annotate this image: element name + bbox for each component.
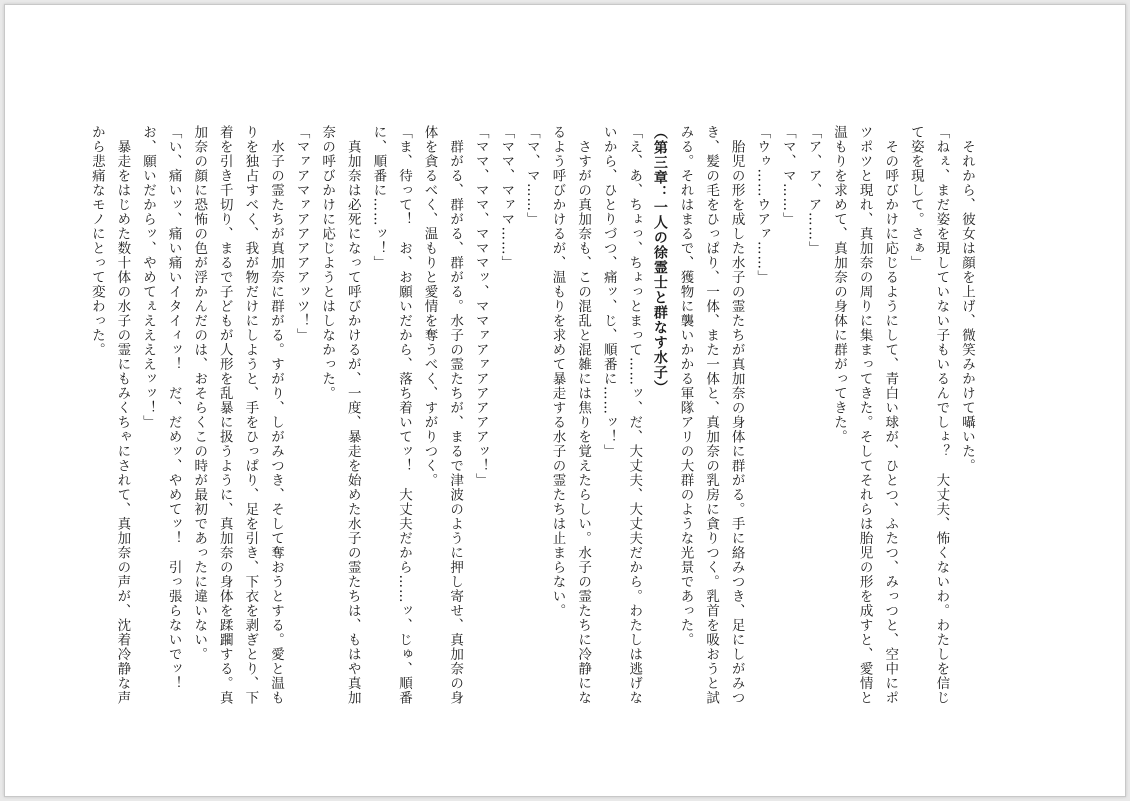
- vertical-text-body: [83, 125, 979, 705]
- paragraph-2: 「ねぇ、まだ姿を現していない子もいるんでしょ？ 大丈夫、怖くないわ。わたしを信じて姿を現して。さぁ」: [907, 125, 950, 705]
- paragraph-16: 真加奈は必死になって呼びかけるが、一度、暴走を始めた水子の霊たちは、もはや真加奈の呼びかけに応じようとはしなかった。: [319, 125, 361, 705]
- paragraph-4: 「ア、ア、ア……」: [805, 125, 822, 256]
- paragraph-17: 「マァアマァアアアアアッツ！」: [293, 125, 310, 343]
- paragraph-11: 「マ、マ……」: [523, 125, 540, 227]
- paragraph-7: 胎児の形を成した水子の霊たちが真加奈の身体に群がる。手に絡みつき、足にしがみつき、髪の毛をひっぱり、一体、また一体と、真加奈の乳房に貪りつく。乳首を吸おうと試みる。それはまるで、獲物に襲いかかる軍隊アリの大群のような光景であった。: [677, 125, 745, 705]
- document-page: [4, 4, 1126, 797]
- paragraph-13: 「ママ、ママ、マママッ、ママァアァアアアアアッ！」: [472, 125, 489, 488]
- paragraph-3: その呼びかけに応じるようにして、青白い球が、ひとつ、ふたつ、みっつと、空中にポツポツと現れ、真加奈の周りに集まってきた。そしてそれらは胎児の形を成すと、愛情と温もりを求めて、真加奈の身体に群がってきた。: [831, 125, 899, 705]
- paragraph-1: それから、彼女は顔を上げ、微笑みかけて囁いた。: [959, 125, 975, 473]
- paragraph-18: 水子の霊たちが真加奈に群がる。すがり、しがみつき、そして奪おうとする。愛と温もりを独占すべく、我が物だけにしようと、手をひっぱり、足を引き、下衣を剥ぎとり、下着を引き千切り、まるで子どもが人形を乱暴に扱うように、真加奈の身体を蹂躙する。真加奈の顔に恐怖の色が浮かんだのは、おそらくこの時が最初であったに違いない。: [191, 125, 284, 705]
- paragraph-5: 「マ、マ……」: [779, 125, 796, 227]
- paragraph-12: 「ママ、マァマ……」: [498, 125, 515, 270]
- paragraph-14: 群がる、群がる、群がる。水子の霊たちが、まるで津波のように押し寄せ、真加奈の身体を貪るべく、温もりと愛情を奪うべく、すがりつく。: [421, 125, 464, 705]
- paragraph-19: 「い、痛いッ、痛い痛いイタイィッ！ だ、だめッ、やめてッ！ 引っ張らないでッ！ お、願いだからッ、やめてぇええええッッ！」: [140, 125, 182, 705]
- paragraph-10: さすがの真加奈も、この混乱と混雑には焦りを覚えたらしい。水子の霊たちに冷静になるよう呼びかけるが、温もりを求めて暴走する水子の霊たちは止まらない。: [549, 125, 592, 705]
- chapter-heading: （第三章：一人の徐霊士と群なす水子）: [651, 125, 668, 395]
- paragraph-9: 「え、あ、ちょっ、ちょっとまって……ッ、だ、大丈夫、大丈夫だから。わたしは逃げないから、ひとりづつ、痛ッ、じ、順番に……ッ！」: [600, 125, 643, 705]
- paragraph-6: 「ウゥ……ウアァ……」: [754, 125, 771, 285]
- paragraph-20: 暴走をはじめた数十体の水子の霊にもみくちゃにされて、真加奈の声が、沈着冷静な声から悲痛なモノにとって変わった。: [88, 125, 131, 705]
- paragraph-15: 「ま、待って！ お、お願いだから、落ち着いてッ！ 大丈夫だから……ッ、じゅ、順番に、順番に……ッ！」: [370, 125, 412, 705]
